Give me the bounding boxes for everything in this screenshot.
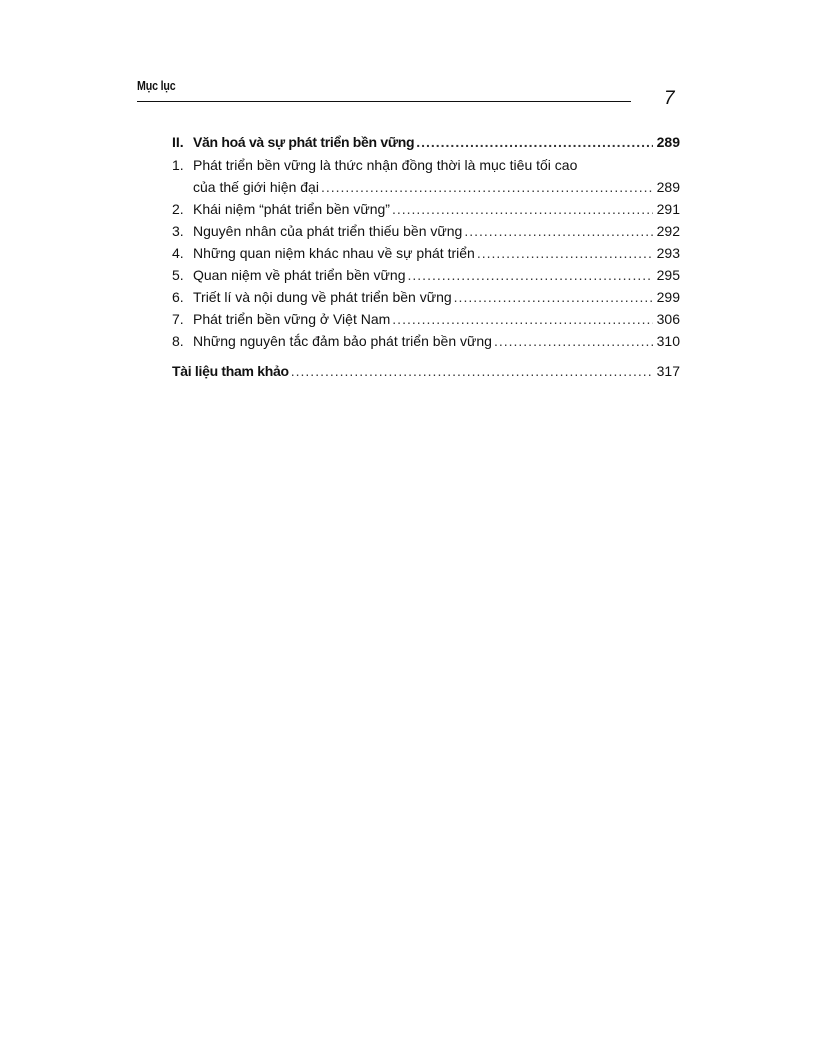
toc-entry-number: 8. — [172, 333, 184, 349]
dot-leader — [464, 220, 652, 242]
toc-entry-number: 7. — [172, 311, 184, 327]
dot-leader — [392, 198, 653, 220]
toc-section-number: II. — [172, 134, 184, 150]
toc-entry-number: 2. — [172, 201, 184, 217]
toc-references-page: 317 — [656, 363, 680, 379]
toc-entry — [172, 242, 680, 264]
toc-references-title: Tài liệu tham khảo — [172, 363, 289, 379]
toc-entry-title: Những nguyên tắc đảm bảo phát triển bền vững — [193, 333, 492, 349]
toc-entry-title: của thế giới hiện đại — [193, 179, 319, 195]
toc-entry — [172, 264, 680, 286]
toc-entry-number: 6. — [172, 289, 184, 305]
toc-entry — [172, 286, 680, 308]
toc-entry-title-line1: Phát triển bền vững là thức nhận đồng thời là mục tiêu tối cao — [193, 157, 578, 173]
dot-leader — [477, 242, 653, 264]
toc-entry-title: Những quan niệm khác nhau về sự phát triển — [193, 245, 475, 261]
dot-leader — [454, 286, 653, 308]
toc-entry-title: Triết lí và nội dung về phát triển bền vững — [193, 289, 452, 305]
toc-entry-title: Quan niệm về phát triển bền vững — [193, 267, 406, 283]
toc-entry — [172, 308, 680, 330]
toc-section-entry — [172, 131, 680, 153]
dot-leader — [408, 264, 653, 286]
toc-entry-continuation — [190, 176, 680, 198]
toc-entry — [172, 220, 680, 242]
toc-entry-page: 292 — [656, 223, 680, 239]
toc-entry-number: 4. — [172, 245, 184, 261]
page-number: 7 — [664, 88, 675, 109]
toc-entry-page: 295 — [656, 267, 680, 283]
toc-entry-number: 5. — [172, 267, 184, 283]
toc-references-entry — [172, 360, 680, 382]
toc-section-title: Văn hoá và sự phát triển bền vững — [193, 134, 415, 150]
toc-entry-number: 1. — [172, 157, 184, 173]
toc-entry-page: 299 — [656, 289, 680, 305]
toc-entry-page: 291 — [656, 201, 680, 217]
toc-entry-page: 306 — [656, 311, 680, 327]
header-rule — [137, 101, 631, 102]
dot-leader — [392, 308, 652, 330]
toc-entry-number: 3. — [172, 223, 184, 239]
running-header-title: Mục lục — [137, 78, 176, 93]
toc-entry — [172, 154, 680, 176]
dot-leader — [494, 330, 653, 352]
toc-entry-title: Nguyên nhân của phát triển thiếu bền vững — [193, 223, 463, 239]
table-of-contents — [172, 131, 680, 382]
dot-leader — [416, 131, 652, 153]
toc-entry-page: 293 — [656, 245, 680, 261]
toc-entry-title: Phát triển bền vững ở Việt Nam — [193, 311, 391, 327]
toc-entry — [172, 198, 680, 220]
dot-leader — [291, 360, 653, 382]
toc-entry-page: 289 — [656, 179, 680, 195]
toc-section-page: 289 — [656, 134, 680, 150]
toc-entry — [172, 330, 680, 352]
toc-entry-title: Khái niệm “phát triển bền vững” — [193, 201, 390, 217]
dot-leader — [321, 176, 653, 198]
toc-entry-page: 310 — [656, 333, 680, 349]
